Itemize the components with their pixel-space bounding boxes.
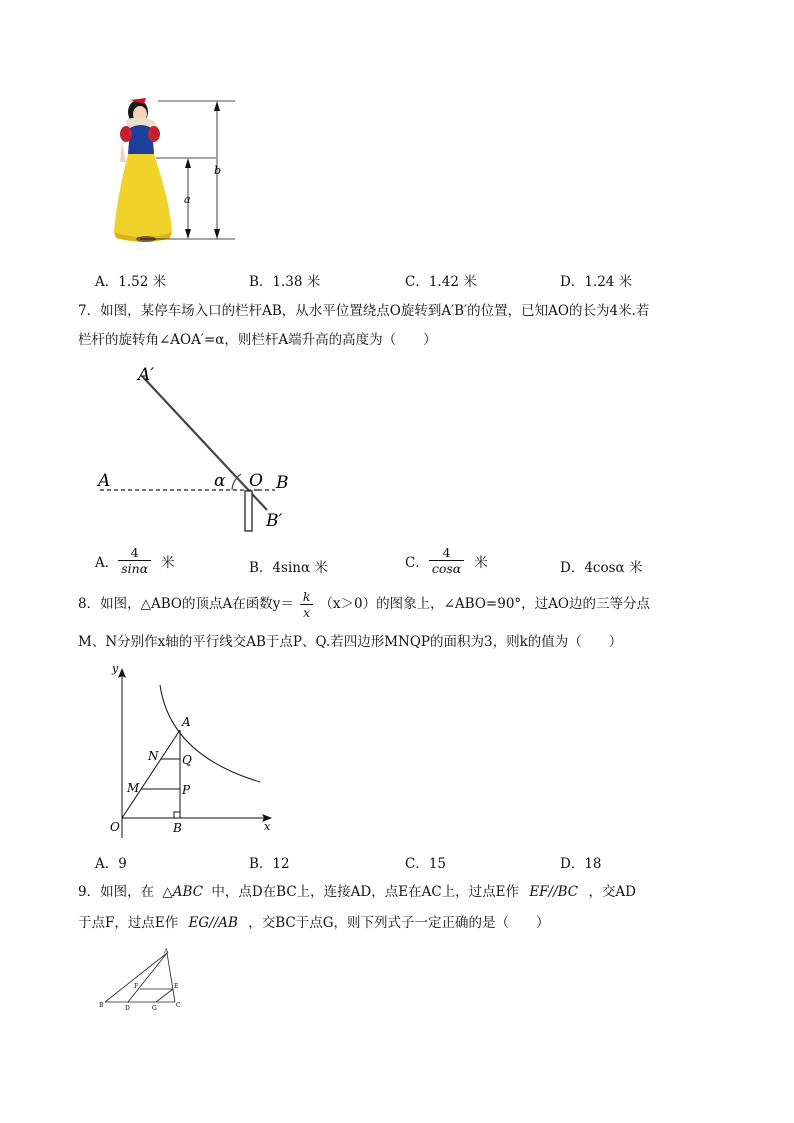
q7-label-a: A xyxy=(98,471,111,491)
q9-stem-line1: 9．如图，在 △ABC 中，点D在BC上，连接AD，点E在AC上，过点E作 EF//BC ，交AD xyxy=(78,884,637,900)
q9-label-b: B xyxy=(99,1002,104,1009)
q8-option-b[interactable]: B．12 xyxy=(249,856,290,872)
q6-option-a[interactable]: A．1.52 米 xyxy=(95,274,167,290)
q8-label-x: x xyxy=(264,820,271,833)
q8-option-c[interactable]: C．15 xyxy=(405,856,447,872)
q7-label-o: O xyxy=(249,471,263,491)
q8-label-m: M xyxy=(127,781,140,795)
q7-stem-line1: 7．如图，某停车场入口的栏杆AB，从水平位置绕点O旋转到A′B′的位置，已知AO的长为4米.若 xyxy=(78,303,650,319)
q9-label-e: E xyxy=(174,983,179,990)
q7-label-a-prime: A′ xyxy=(138,365,155,385)
q9-label-g: G xyxy=(152,1005,157,1012)
q7-label-alpha: α xyxy=(214,471,226,491)
q7-option-b[interactable]: B．4sinα 米 xyxy=(249,560,328,576)
q9-stem-line2: 于点F，过点E作 EG//AB ，交BC于点G，则下列式子一定正确的是（ ） xyxy=(78,915,550,931)
q7-label-b-prime: B′ xyxy=(266,511,283,531)
q8-label-y: y xyxy=(112,662,119,675)
q8-figure xyxy=(100,660,280,840)
q8-label-n: N xyxy=(148,749,159,763)
q7-stem-line2: 栏杆的旋转角∠AOA′=α，则栏杆A端升高的高度为（ ） xyxy=(78,332,437,348)
figurine-image xyxy=(114,98,172,242)
q7-label-b: B xyxy=(276,473,289,493)
q8-label-o: O xyxy=(110,820,120,834)
q8-label-b: B xyxy=(173,821,182,835)
q8-option-d[interactable]: D．18 xyxy=(560,856,602,872)
q9-label-c: C xyxy=(176,1002,181,1009)
q6-option-d[interactable]: D．1.24 米 xyxy=(560,274,633,290)
q8-label-p: P xyxy=(182,783,191,797)
q7-option-c[interactable]: C． $\frac{4}{\cos\alpha}$ 米 xyxy=(405,545,488,576)
q7-option-a[interactable]: A． $\frac{4}{\sin\alpha}$ 米 xyxy=(95,545,175,576)
q8-stem-line1: 8．如图，△ABO的顶点A在函数y＝ $\frac{k}{x}$ （x＞0）的图象上，∠ABO=90°，过AO边的三等分点 xyxy=(78,588,650,620)
q9-figure xyxy=(95,945,195,1015)
q8-stem-line2: M、N分别作x轴的平行线交AB于点P、Q.若四边形MNQP的面积为3，则k的值为（ ） xyxy=(78,634,623,650)
q6-figure xyxy=(100,92,250,252)
q7-option-d[interactable]: D．4cosα 米 xyxy=(560,560,643,576)
q8-label-a: A xyxy=(182,715,191,729)
q9-label-d: D xyxy=(125,1005,130,1012)
q9-label-a: A xyxy=(164,948,169,955)
q7-figure xyxy=(90,360,310,540)
q6-label-a: a xyxy=(184,193,191,206)
q8-option-a[interactable]: A．9 xyxy=(95,856,127,872)
q6-label-b: b xyxy=(214,164,222,177)
q6-option-c[interactable]: C．1.42 米 xyxy=(405,274,477,290)
q8-label-q: Q xyxy=(182,753,192,767)
q9-label-f: F xyxy=(134,983,139,990)
q6-option-b[interactable]: B．1.38 米 xyxy=(249,274,321,290)
